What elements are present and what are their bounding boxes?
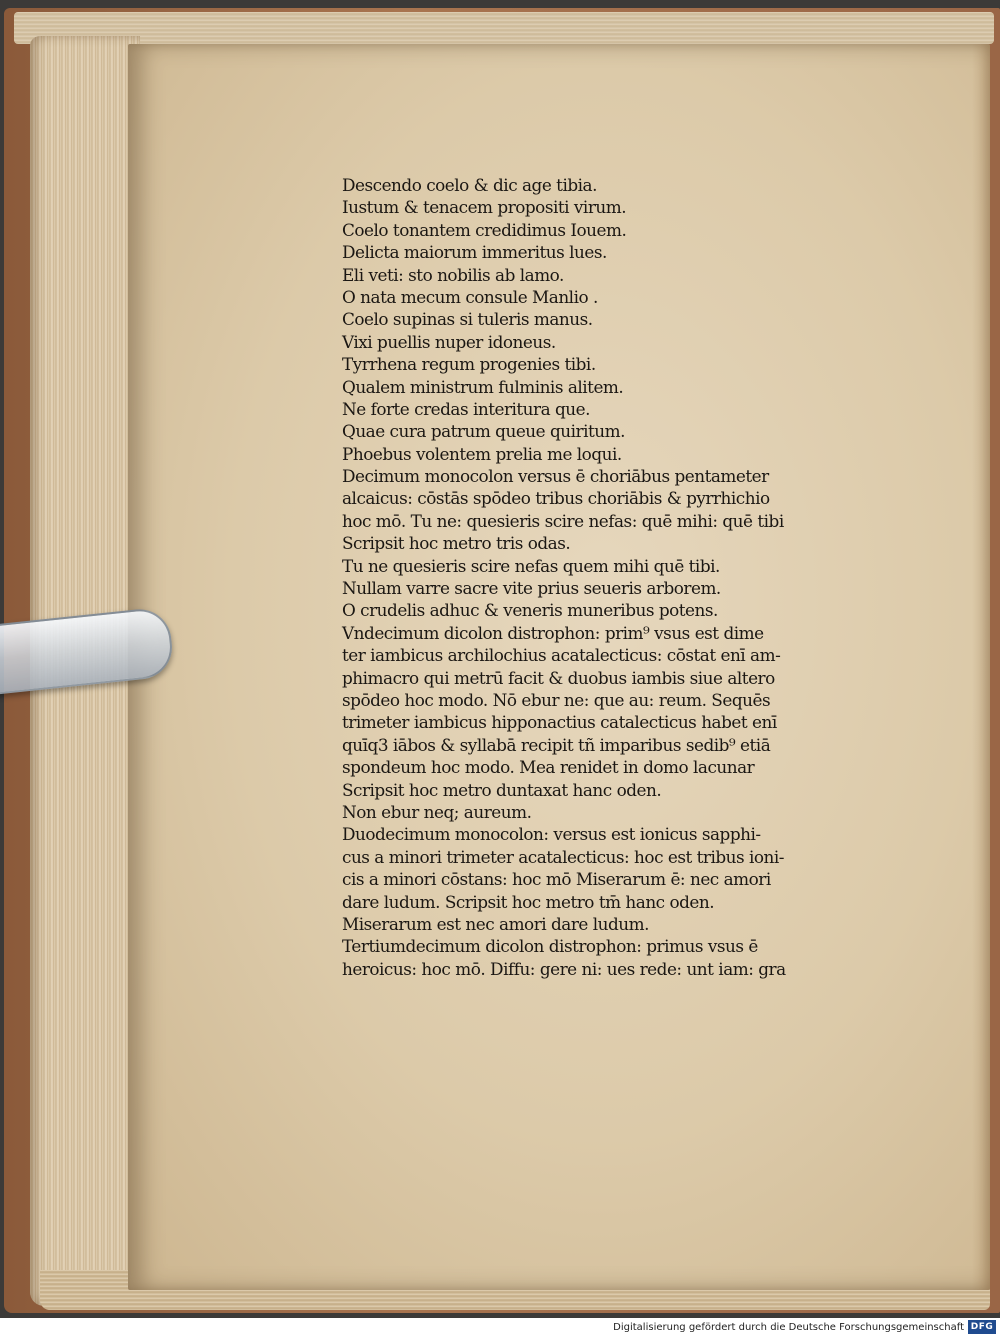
text-line: Decimum monocolon versus ē choriābus pentameter — [342, 467, 769, 488]
text-line: Tyrrhena regum progenies tibi. — [342, 355, 596, 376]
text-line: Coelo supinas si tuleris manus. — [342, 310, 593, 331]
text-line: quīq3 iābos & syllabā recipit tñ imparibus sedib⁹ etiā — [342, 735, 771, 756]
text-line: O nata mecum consule Manlio . — [342, 287, 598, 308]
text-line: Phoebus volentem prelia me loqui. — [342, 444, 622, 465]
text-line: phimacro qui metrū facit & duobus iambis siue altero — [342, 668, 775, 689]
text-line: cis a minori cōstans: hoc mō Miserarum ē: nec amori — [342, 870, 771, 891]
text-line: Tu ne quesieris scire nefas quem mihi quē tibi. — [342, 556, 720, 577]
text-line: Descendo coelo & dic age tibia. — [342, 176, 597, 196]
text-line: Vndecimum dicolon distrophon: prim⁹ vsus est dime — [342, 623, 764, 644]
text-line: Coelo tonantem credidimus Iouem. — [342, 220, 627, 241]
dfg-logo: DFG — [968, 1320, 996, 1334]
text-line: Eli veti: sto nobilis ab lamo. — [342, 265, 564, 286]
text-line: hoc mō. Tu ne: quesieris scire nefas: quē mihi: quē tibi — [342, 511, 784, 532]
text-line: Tertiumdecimum dicolon distrophon: primus vsus ē — [342, 937, 758, 958]
page-text-block — [342, 175, 882, 981]
text-line: dare ludum. Scripsit hoc metro tm̄ hanc oden. — [342, 892, 715, 913]
text-line: Ne forte credas interitura que. — [342, 399, 590, 420]
text-line: trimeter iambicus hipponactius catalecticus habet enī — [342, 713, 777, 734]
book-top-edge — [14, 12, 994, 44]
text-line: Qualem ministrum fulminis alitem. — [342, 377, 624, 398]
text-line: heroicus: hoc mō. Diffu: gere ni: ues rede: unt iam: gra — [342, 959, 786, 980]
text-line: Non ebur neq; aureum. — [342, 802, 532, 823]
funding-credit: Digitalisierung gefördert durch die Deutsche Forschungsgemeinschaft — [613, 1322, 964, 1333]
text-line: O crudelis adhuc & veneris muneribus potens. — [342, 601, 718, 622]
page-edge-shadow — [972, 44, 990, 1290]
text-line: Quae cura patrum queue quiritum. — [342, 422, 625, 443]
text-line: ter iambicus archilochius acatalecticus: cōstat enī am- — [342, 646, 781, 667]
text-line: Scripsit hoc metro duntaxat hanc oden. — [342, 780, 662, 801]
text-line: Scripsit hoc metro tris odas. — [342, 534, 571, 555]
text-line: Duodecimum monocolon: versus est ionicus sapphi- — [342, 825, 761, 846]
text-line: spondeum hoc modo. Mea renidet in domo lacunar — [342, 758, 755, 779]
text-line: Miserarum est nec amori dare ludum. — [342, 914, 649, 935]
text-line: spōdeo hoc modo. Nō ebur ne: que au: reum. Sequēs — [342, 690, 771, 711]
text-line: Delicta maiorum immeritus lues. — [342, 243, 607, 264]
text-line: alcaicus: cōstās spōdeo tribus choriābis & pyrrhichio — [342, 489, 770, 510]
text-line: Nullam varre sacre vite prius seueris arborem. — [342, 579, 721, 600]
text-line: Vixi puellis nuper idoneus. — [342, 332, 556, 353]
text-line: cus a minori trimeter acatalecticus: hoc est tribus ioni- — [342, 847, 784, 868]
text-line: Iustum & tenacem propositi virum. — [342, 198, 627, 219]
